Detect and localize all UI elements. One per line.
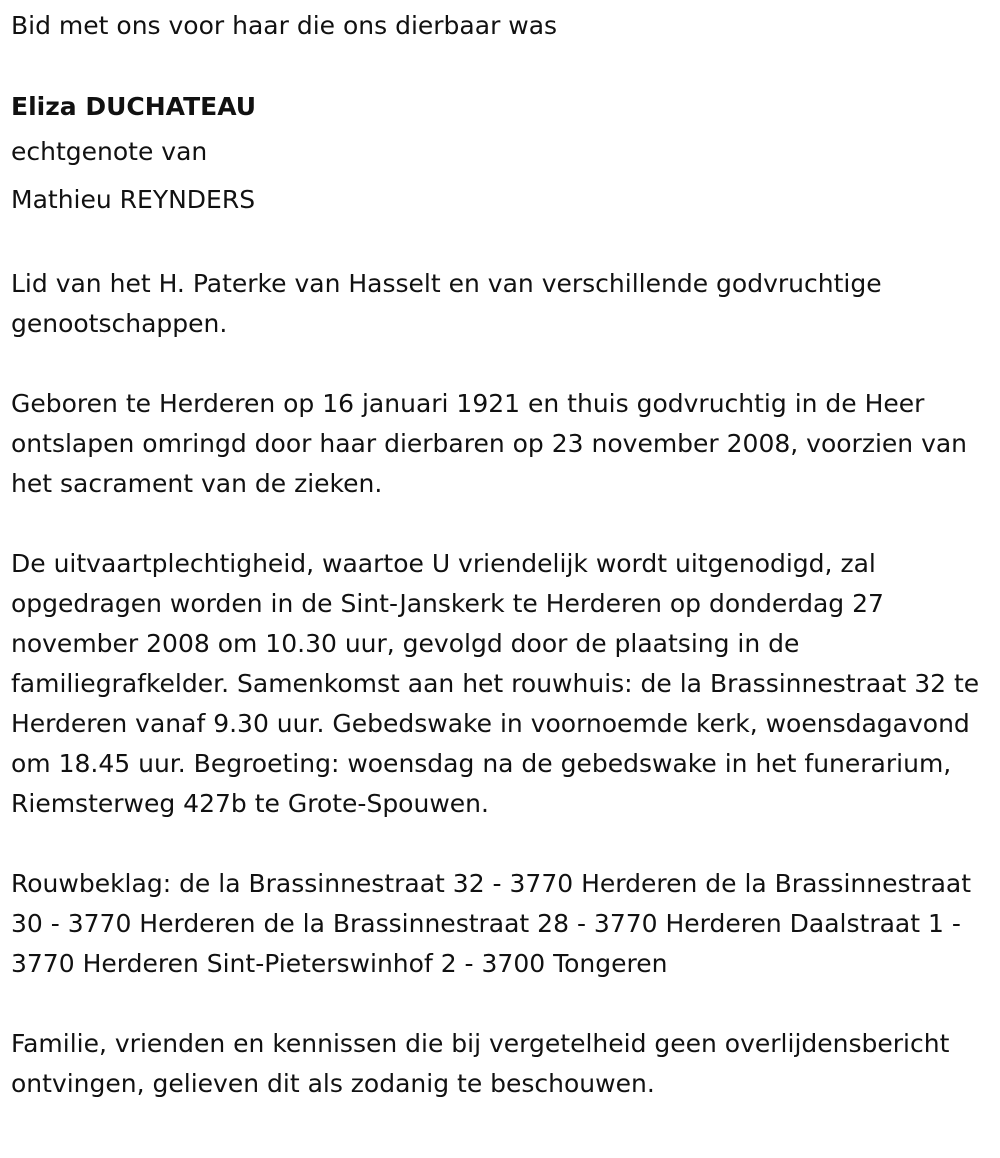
closing-note-paragraph: Familie, vrienden en kennissen die bij vergetelheid geen overlijdensbericht ontvingen, gelieven dit als zodanig te beschouwen.: [11, 1029, 950, 1098]
deceased-name: Eliza DUCHATEAU: [11, 92, 257, 121]
spouse-name: Mathieu REYNDERS: [11, 185, 256, 214]
membership-paragraph: Lid van het H. Paterke van Hasselt en van verschillende godvruchtige genootschappen.: [11, 269, 882, 338]
intro-line: Bid met ons voor haar die ons dierbaar was: [11, 11, 558, 40]
funeral-paragraph: De uitvaartplechtigheid, waartoe U vriendelijk wordt uitgenodigd, zal opgedragen worden in de Sint-Janskerk te Herderen op donderdag 27 november 2008 om 10.30 uur, gevolgd door de plaatsing in de familiegrafkelder. Samenkomst aan het rouwhuis: de la Brassinnestraat 32 te Herderen vanaf 9.30 uur. Gebedswake in voornoemde kerk, woensdagavond om 18.45 uur. Begroeting: woensdag na de gebedswake in het funerarium, Riemsterweg 427b te Grote-Spouwen.: [11, 549, 980, 818]
birth-death-paragraph: Geboren te Herderen op 16 januari 1921 en thuis godvruchtig in de Heer ontslapen omringd door haar dierbaren op 23 november 2008, voorzien van het sacrament van de zieken.: [11, 389, 968, 498]
condolence-addresses-paragraph: Rouwbeklag: de la Brassinnestraat 32 - 3770 Herderen de la Brassinnestraat 30 - 3770 Herderen de la Brassinnestraat 28 - 3770 Herderen Daalstraat 1 - 3770 Herderen Sint-Pieterswinhof 2 - 3700 Tongeren: [11, 869, 972, 978]
relation-line: echtgenote van: [11, 137, 208, 166]
